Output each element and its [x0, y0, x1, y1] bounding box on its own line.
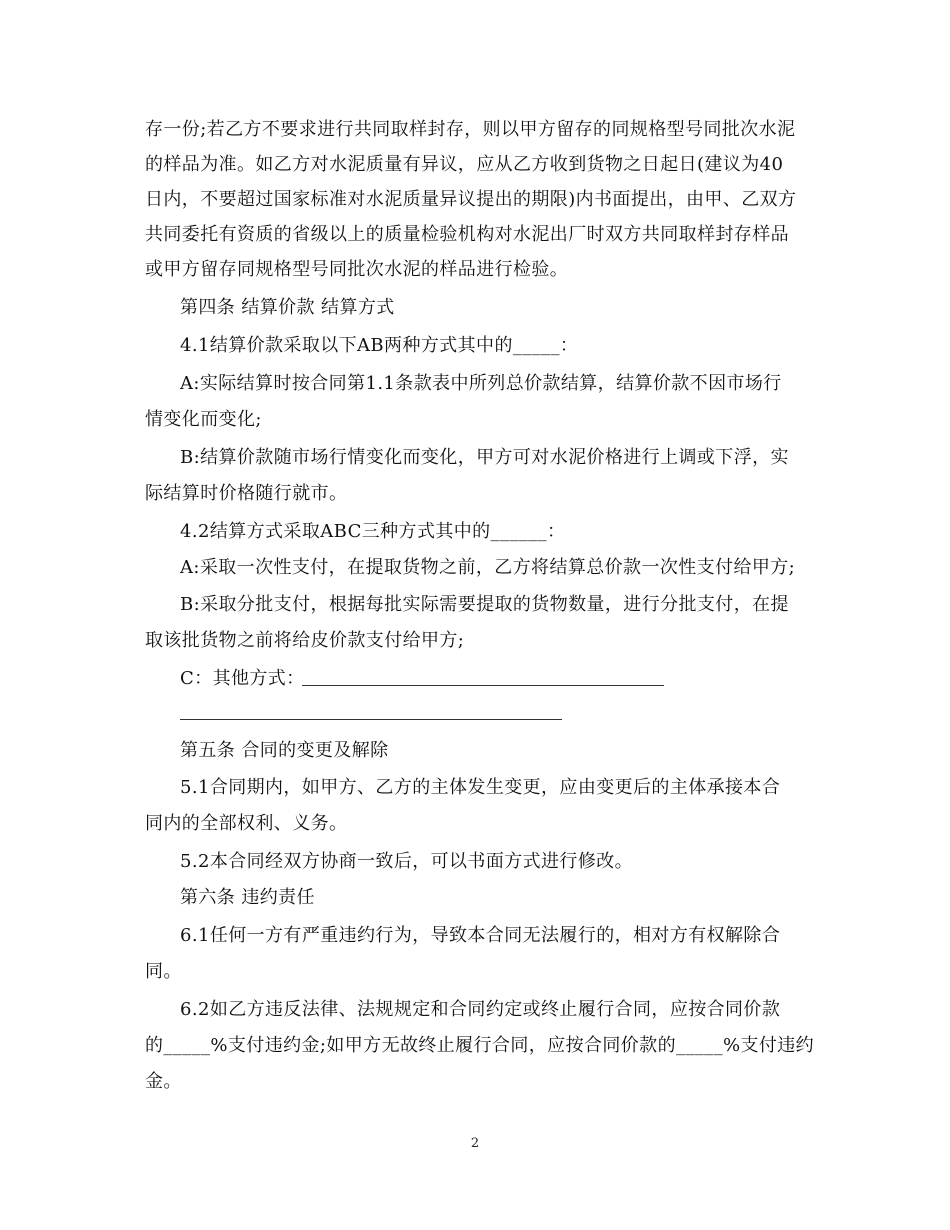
clause-5-2: 5.2本合同经双方协商一致后，可以书面方式进行修改。: [180, 851, 634, 872]
clause-5-1: 5.1合同期内，如甲方、乙方的主体发生变更，应由变更后的主体承接本合: [180, 777, 781, 798]
paragraph-line: 或甲方留存同规格型号同批次水泥的样品进行检验。: [145, 259, 569, 280]
option-c-line: C：其他方式：: [180, 668, 305, 689]
clause-4-1: 4.1结算价款采取以下AB两种方式其中的_____：: [180, 335, 579, 356]
paragraph-line: 共同委托有资质的省级以上的质量检验机构对水泥出厂时双方共同取样封存样品: [145, 224, 789, 245]
blank-underline: [180, 719, 562, 720]
paragraph-line: 存一份;若乙方不要求进行共同取样封存，则以甲方留存的同规格型号同批次水泥: [145, 119, 796, 140]
paragraph-line: 情变化而变化;: [145, 409, 262, 430]
blank-underline: [302, 685, 664, 686]
page-number: 2: [470, 1136, 480, 1151]
option-a-line: A:实际结算时按合同第1.1条款表中所列总价款结算，结算价款不因市场行: [180, 373, 782, 394]
option-b-line: B:采取分批支付，根据每批实际需要提取的货物数量，进行分批支付，在提: [180, 594, 789, 615]
option-a-line: A:采取一次性支付，在提取货物之前，乙方将结算总价款一次性支付给甲方;: [180, 557, 796, 578]
option-b-line: B:结算价款随市场行情变化而变化，甲方可对水泥价格进行上调或下浮，实: [180, 447, 789, 468]
paragraph-line: 同内的全部权利、义务。: [145, 813, 348, 834]
paragraph-line: 的_____%支付违约金;如甲方无故终止履行合同，应按合同价款的_____%支付违约: [145, 1035, 815, 1056]
section-heading-5: 第五条 合同的变更及解除: [180, 740, 389, 761]
paragraph-line: 的样品为准。如乙方对水泥质量有异议，应从乙方收到货物之日起日(建议为40: [145, 154, 784, 175]
paragraph-line: 际结算时价格随行就市。: [145, 483, 348, 504]
paragraph-line: 同。: [145, 961, 182, 982]
paragraph-line: 取该批货物之前将给皮价款支付给甲方;: [145, 630, 465, 651]
section-heading-4: 第四条 结算价款 结算方式: [180, 297, 395, 318]
section-heading-6: 第六条 违约责任: [180, 887, 315, 908]
paragraph-line: 金。: [145, 1071, 182, 1092]
paragraph-line: 日内，不要超过国家标准对水泥质量异议提出的期限)内书面提出，由甲、乙双方: [145, 189, 797, 210]
clause-6-1: 6.1任何一方有严重违约行为，导致本合同无法履行的，相对方有权解除合: [180, 925, 781, 946]
clause-4-2: 4.2结算方式采取ABC三种方式其中的______：: [180, 521, 566, 542]
clause-6-2: 6.2如乙方违反法律、法规规定和合同约定或终止履行合同，应按合同价款: [180, 999, 781, 1020]
